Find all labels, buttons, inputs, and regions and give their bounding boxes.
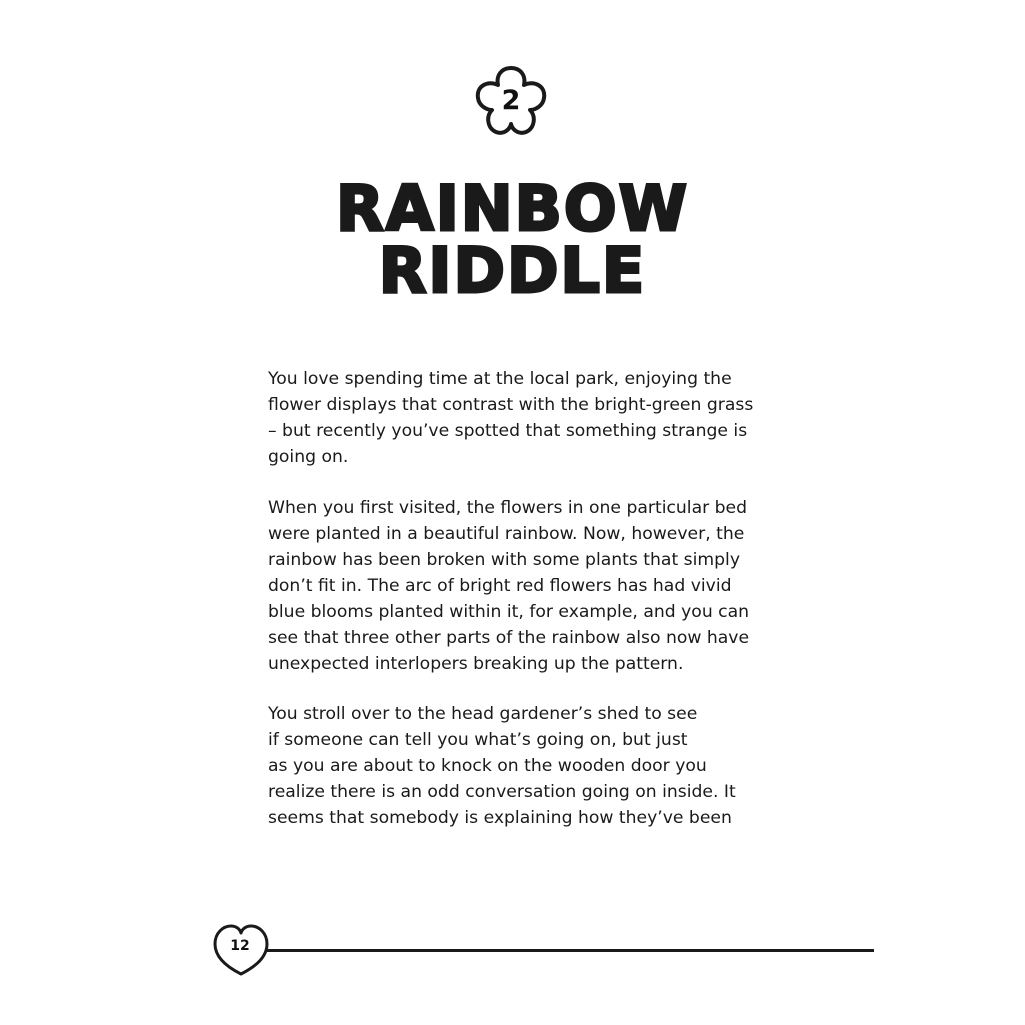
text-line: unexpected interlopers breaking up the pattern. — [268, 654, 684, 674]
text-line: were planted in a beautiful rainbow. Now, however, the — [268, 524, 745, 544]
text-line: When you first visited, the flowers in one particular bed — [268, 498, 748, 518]
text-line: You stroll over to the head gardener’s shed to see — [268, 704, 698, 724]
text-line: don’t fit in. The arc of bright red flowers has had vivid — [268, 576, 732, 596]
paragraph-3 — [268, 701, 788, 831]
chapter-number: 2 — [501, 85, 521, 116]
text-line: seems that somebody is explaining how they’ve been — [268, 808, 732, 828]
chapter-badge — [468, 58, 554, 144]
text-line: – but recently you’ve spotted that something strange is — [268, 421, 748, 441]
text-line: as you are about to knock on the wooden door you — [268, 756, 707, 776]
text-line: realize there is an odd conversation going on inside. It — [268, 782, 736, 802]
text-line: flower displays that contrast with the bright-green grass — [268, 395, 754, 415]
page-number-badge — [211, 922, 271, 978]
paragraph-1 — [268, 366, 788, 470]
text-line: blue blooms planted within it, for example, and you can — [268, 602, 750, 622]
text-line: see that three other parts of the rainbow also now have — [268, 628, 750, 648]
chapter-title-line-1: RAINBOW — [335, 172, 690, 245]
chapter-title-line-2: RIDDLE — [378, 234, 647, 307]
text-line: rainbow has been broken with some plants that simply — [268, 550, 741, 570]
page-number: 12 — [230, 938, 250, 954]
text-line: if someone can tell you what’s going on, but just — [268, 730, 688, 750]
footer-rule — [262, 949, 874, 952]
text-line: You love spending time at the local park, enjoying the — [268, 369, 732, 389]
text-line: going on. — [268, 447, 349, 467]
paragraph-2 — [268, 495, 788, 677]
